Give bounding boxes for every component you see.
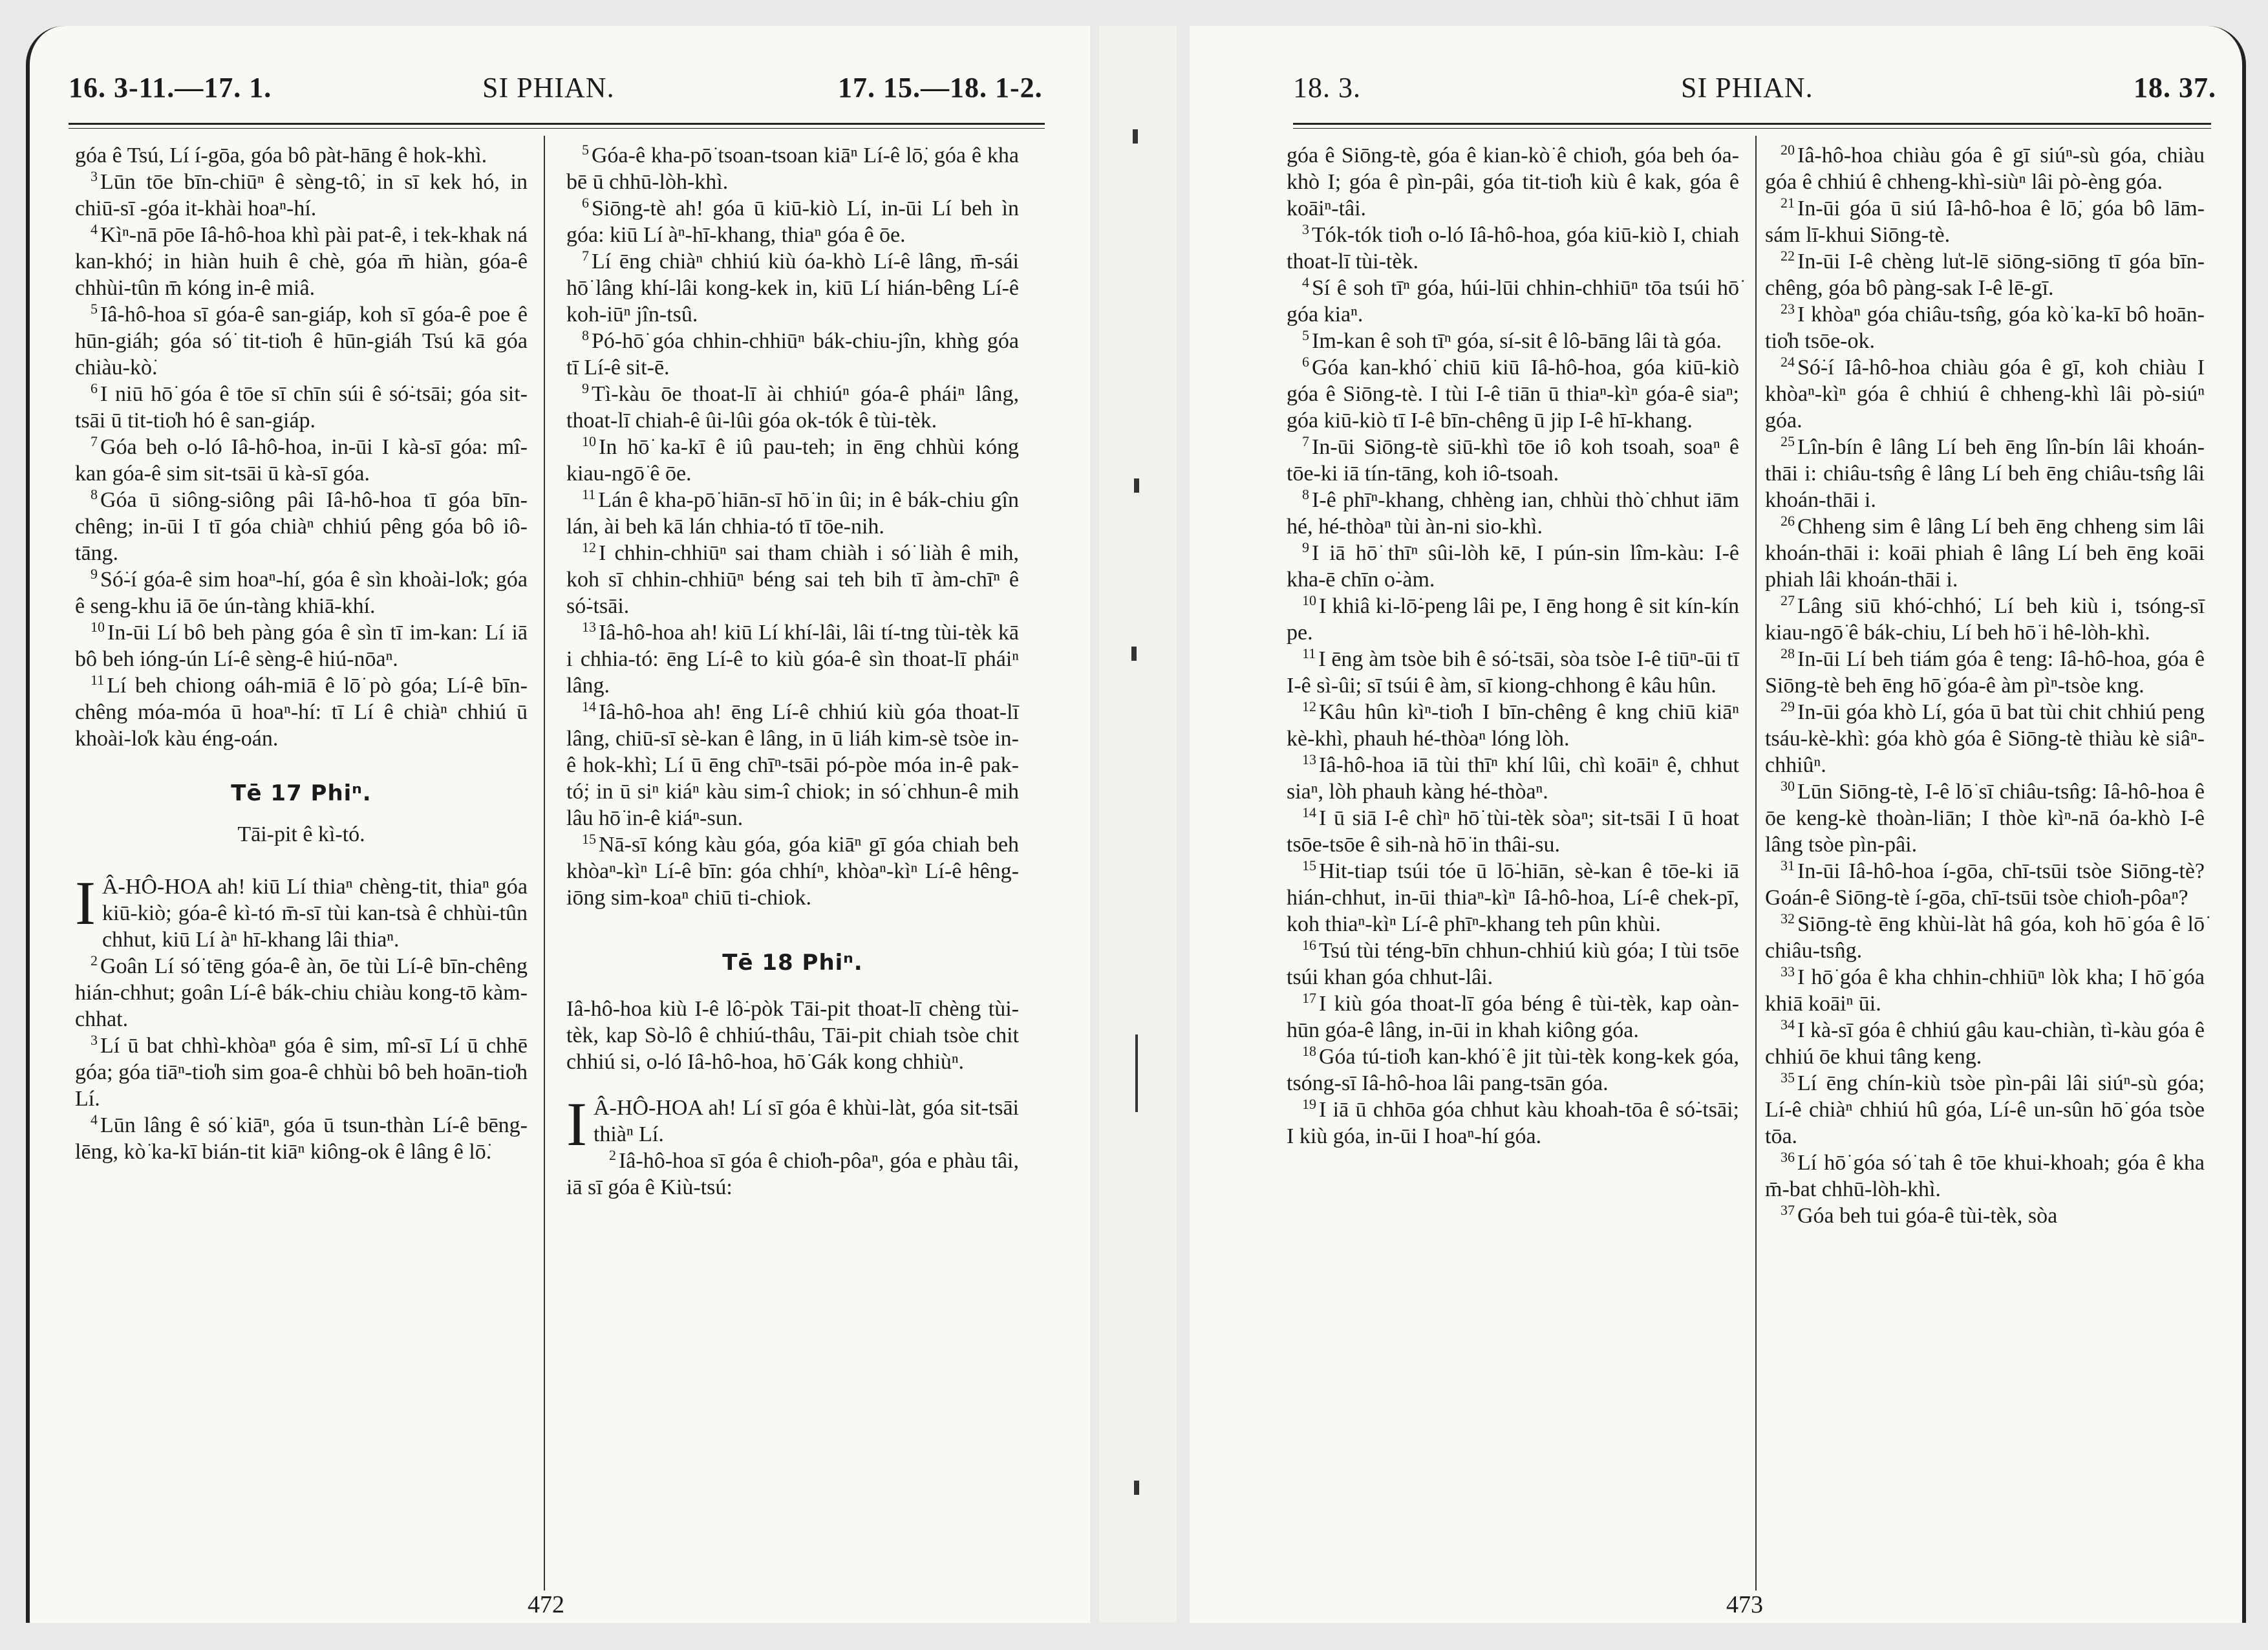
right-page-column-1 bbox=[1287, 142, 1739, 1150]
verse: $^9$ Só͘-í góa-ê sim hoaⁿ-hí, góa ê sìn khoài-lo̍k; góa ê seng-khu iā ōe ún-tàng khiā-khí. bbox=[75, 565, 528, 618]
verse-number: 10 bbox=[1302, 592, 1316, 608]
verse: $^{35}$ Lí ēng chín-kiù tsòe pìn-pâi lâi siúⁿ-sù góa; Lí-ê chiàⁿ chhiú hû góa, Lí-ê un-sûn hō͘ góa tsòe tōa. bbox=[1765, 1069, 2205, 1148]
verse: $^7$ Góa beh o-ló Iâ-hô-hoa, in-ūi I kà-sī góa: mî-kan góa-ê sim sit-tsāi ū kà-sī góa. bbox=[75, 433, 528, 486]
verse: $^{13}$ Iâ-hô-hoa ah! kiū Lí khí-lâi, lâi tí-tng tùi-tèk kā i chhia-tó: ēng Lí-ê to kiù góa-ê sìn thoat-lī pháiⁿ lâng. bbox=[566, 618, 1019, 698]
header-rule bbox=[1293, 123, 2211, 125]
verse-number: 12 bbox=[582, 539, 596, 555]
verse: $^{10}$ In-ūi Lí bô beh pàng góa ê sìn tī im-kan: Lí iā bô beh ióng-ún Lí-ê sèng-ê hiú-nōaⁿ. bbox=[75, 618, 528, 671]
verse: $^5$ Iâ-hô-hoa sī góa-ê san-giáp, koh sī góa-ê poe ê hūn-giáh; góa só͘ tit-tio̍h ê hūn-giáh Tsú kā góa chiàu-kò͘. bbox=[75, 300, 528, 380]
verse: $^{30}$ Lūn Siōng-tè, I-ê lō͘ sī chiâu-tsn̂g: Iâ-hô-hoa ê ōe keng-kè thoàn-liān; I thòe kìⁿ-nā óa-khò I-ê lâng tsòe pìn-pâi. bbox=[1765, 777, 2205, 857]
verse: $^{17}$ I kiù góa thoat-lī góa béng ê tùi-tèk, kap oàn-hūn góa-ê lâng, in-ūi in khah kiông góa. bbox=[1287, 989, 1739, 1042]
column-divider bbox=[1755, 136, 1757, 1591]
verse-number: 30 bbox=[1781, 777, 1795, 794]
verse: $^{25}$ Lîn-bín ê lâng Lí beh ēng lîn-bín lâi khoán-thāi i: chiâu-tsn̂g ê lâng Lí beh ēng chiâu-tsn̂g lâi khoán-thāi i. bbox=[1765, 433, 2205, 512]
verse-number: 26 bbox=[1781, 512, 1795, 529]
verse-number: 21 bbox=[1781, 194, 1795, 211]
verse-number: 12 bbox=[1302, 698, 1316, 714]
verse: $^{37}$ Góa beh tui góa-ê tùi-tèk, sòa bbox=[1781, 1201, 2058, 1228]
verse: $^3$ Tók-tók tio̍h o-ló Iâ-hô-hoa, góa kiū-kiò I, chiah thoat-lī tùi-tèk. bbox=[1287, 220, 1739, 273]
verse-number: 9 bbox=[91, 565, 98, 582]
left-page bbox=[26, 26, 1090, 1623]
gutter-mark bbox=[1133, 129, 1138, 144]
verse: $^9$ Tì-kàu ōe thoat-lī ài chhiúⁿ góa-ê pháiⁿ lâng, thoat-lī chiah-ê ûi-lûi góa ok-tók ê tùi-tèk. bbox=[566, 380, 1019, 433]
verse-number: 4 bbox=[91, 1111, 98, 1128]
verse: $^{21}$ In-ūi góa ū siú Iâ-hô-hoa ê lō͘, góa bô lām-sám lī-khui Siōng-tè. bbox=[1765, 194, 2205, 247]
verse: $^{19}$ I iā ū chhōa góa chhut kàu khoah-tōa ê só͘-tsāi; I kiù góa, in-ūi I hoaⁿ-hí góa. bbox=[1287, 1095, 1739, 1148]
verse: $^{14}$ Iâ-hô-hoa ah! ēng Lí-ê chhiú kiù góa thoat-lī lâng, chiū-sī sè-kan ê lâng, in ū liáh kim-sè tsòe in-ê hok-khì; Lí ū ēng chīⁿ-tsāi pó-pòe móa in-ê pak-tó͘; in ū siⁿ kiáⁿ kàu sim-î chiok; in só͘ chhun-ê mih lâu hō͘ in-ê kiáⁿ-sun. bbox=[566, 698, 1019, 830]
verse: $^8$ Pó-hō͘ góa chhin-chhiūⁿ bák-chiu-jîn, khǹg góa tī Lí-ê sit-ē. bbox=[566, 327, 1019, 380]
verse: $^8$ I-ê phīⁿ-khang, chhèng ian, chhùi thò͘ chhut iām hé, hé-thòaⁿ tùi àn-ni sio-khì. bbox=[1287, 486, 1739, 539]
verse-number: 27 bbox=[1781, 592, 1795, 608]
verse: $^{16}$ Tsú tùi téng-bīn chhun-chhiú kiù góa; I tùi tsōe tsúi khan góa chhut-lâi. bbox=[1287, 936, 1739, 989]
verse-number: 14 bbox=[582, 698, 596, 714]
verse-number: 9 bbox=[1302, 539, 1309, 555]
verse-number: 37 bbox=[1781, 1201, 1795, 1218]
verse: $^{11}$ Lán ê kha-pō͘ hiān-sī hō͘ in ûi; in ê bák-chiu gîn lán, ài beh kā lán chhia-tó tī tōe-nih. bbox=[566, 486, 1019, 539]
verse: $^9$ I iā hō͘ thīⁿ sûi-lòh kē, I pún-sin lîm-kàu: I-ê kha-ē chīn o͘-àm. bbox=[1287, 539, 1739, 592]
verse-number: 5 bbox=[582, 141, 589, 158]
verse-number: 8 bbox=[1302, 486, 1309, 502]
verse: $^{32}$ Siōng-tè ēng khùi-làt hâ góa, koh hō͘ góa ê lō͘ chiâu-tsn̂g. bbox=[1765, 910, 2205, 963]
gutter-mark bbox=[1135, 1034, 1138, 1112]
verse-number: 11 bbox=[582, 486, 596, 502]
verse: $^{13}$ Iâ-hô-hoa iā tùi thīⁿ khí lûi, chì koāiⁿ ê, chhut siaⁿ, lòh phauh kàng hé-thòaⁿ. bbox=[1287, 751, 1739, 804]
verse-number: 2 bbox=[91, 952, 98, 969]
verse-number: 35 bbox=[1781, 1069, 1795, 1086]
left-page-column-2 bbox=[566, 142, 1019, 1201]
left-page-header bbox=[69, 71, 1090, 110]
chapter-intro: Iâ-hô-hoa kiù I-ê lô͘-pòk Tāi-pit thoat-lī chèng tùi-tèk, kap Sò-lô ê chhiú-thâu, Tāi-pit chiah tsòe chit chhiú si, o-ló Iâ-hô-hoa, hō͘ Gák kong chhiùⁿ. bbox=[566, 997, 1019, 1074]
right-header-ref-left: 18. 3. bbox=[1293, 72, 1361, 103]
verse: $^7$ Lí ēng chiàⁿ chhiú kiù óa-khò Lí-ê lâng, m̄-sái hō͘ lâng khí-lâi kong-kek in, kiū Lí hián-bêng Lí-ê koh-iūⁿ jîn-tsû. bbox=[566, 247, 1019, 327]
verse: $^4$ Sí ê soh tīⁿ góa, húi-lūi chhin-chhiūⁿ tōa tsúi hō͘ góa kiaⁿ. bbox=[1287, 273, 1739, 327]
verse-text: góa ê Tsú, Lí í-gōa, góa bô pàt-hāng ê hok-khì. bbox=[75, 144, 487, 167]
verse-number: 16 bbox=[1302, 936, 1316, 953]
verse-number: 15 bbox=[1302, 857, 1316, 873]
verse-number: 33 bbox=[1781, 963, 1795, 980]
verse-number: 6 bbox=[582, 194, 589, 211]
left-header-title: SI PHIAN. bbox=[482, 72, 615, 103]
verse: $^{20}$ Iâ-hô-hoa chiàu góa ê gī siúⁿ-sù góa, chiàu góa ê chhiú ê chheng-khì-siùⁿ lâi pò-èng góa. bbox=[1765, 141, 2205, 194]
verse-number: 15 bbox=[582, 830, 596, 847]
verse: I Â-HÔ-HOA ah! kiū Lí thiaⁿ chèng-tit, thiaⁿ góa kiū-kiò; góa-ê kì-tó m̄-sī tùi kan-tsà ê chhùi-tûn chhut, kiū Lí àⁿ hī-khang lâi thiaⁿ. bbox=[75, 868, 528, 952]
verse: $^{14}$ I ū siā I-ê chìⁿ hō͘ tùi-tèk sòaⁿ; sit-tsāi I ū hoat tsōe-tsōe ê sih-nà hō͘ in thâi-su. bbox=[1287, 804, 1739, 857]
header-rule bbox=[69, 123, 1045, 125]
header-rule-thin bbox=[1293, 128, 2211, 129]
verse: $^7$ In-ūi Siōng-tè siū-khì tōe iô koh tsoah, soaⁿ ê tōe-ki iā tín-tāng, koh iô-tsoah. bbox=[1287, 433, 1739, 486]
chapter-heading-18: Tē 18 Phiⁿ. bbox=[722, 950, 863, 976]
verse-number: 28 bbox=[1781, 645, 1795, 661]
verse-number: 7 bbox=[1302, 433, 1309, 449]
verse: $^6$ I niū hō͘ góa ê tōe sī chīn súi ê só͘-tsāi; góa sit-tsāi ū tit-tio̍h hó ê san-giáp. bbox=[75, 380, 528, 433]
verse-number: 31 bbox=[1781, 857, 1795, 873]
verse-number: 10 bbox=[91, 618, 105, 635]
verse: $^{15}$ Nā-sī kóng kàu góa, góa kiāⁿ gī góa chiah beh khòaⁿ-kìⁿ Lí-ê bīn: góa chhíⁿ, khòaⁿ-kìⁿ Lí-ê hêng-iōng sim-koaⁿ chiū ti-chiok. bbox=[566, 830, 1019, 910]
verse: $^3$ Lūn tōe bīn-chiūⁿ ê sèng-tô͘, in sī kek hó, in chiū-sī -góa it-khài hoaⁿ-hí. bbox=[75, 167, 528, 220]
left-page-column-1 bbox=[75, 142, 528, 1165]
verse: $^6$ Góa kan-khó͘ chiū kiū Iâ-hô-hoa, góa kiū-kiò góa ê Siōng-tè. I tùi I-ê tiān ū thiaⁿ-kìⁿ góa-ê siaⁿ; góa kiū-kiò tī I-ê bīn-chêng ū jip I-ê hī-khang. bbox=[1287, 353, 1739, 433]
verse: $^{18}$ Góa tú-tio̍h kan-khó͘ ê jit tùi-tèk kong-kek góa, tsóng-sī Iâ-hô-hoa lâi pang-tsān góa. bbox=[1287, 1042, 1739, 1095]
verse-number: 13 bbox=[1302, 751, 1316, 767]
verse-number: 22 bbox=[1781, 247, 1795, 264]
drop-cap: I bbox=[75, 868, 96, 938]
verse-number: 4 bbox=[91, 220, 98, 237]
verse-number: 8 bbox=[91, 486, 98, 502]
verse: $^{23}$ I khòaⁿ góa chiâu-tsn̂g, góa kò͘ ka-kī bô hoān-tio̍h tsōe-ok. bbox=[1765, 300, 2205, 353]
verse: $^{11}$ I ēng àm tsòe bih ê só͘-tsāi, sòa tsòe I-ê tiūⁿ-ūi tī I-ê sì-ûi; sī tsúi ê àm, sī kiong-chhong ê kâu hûn. bbox=[1287, 645, 1739, 698]
verse-number: 18 bbox=[1302, 1042, 1316, 1059]
verse-number: 3 bbox=[91, 167, 98, 184]
verse: $^{29}$ In-ūi góa khò Lí, góa ū bat tùi chit chhiú peng tsáu-kè-khì: góa khò góa ê Siōng-tè thiàu kè siâⁿ-chhiûⁿ. bbox=[1765, 698, 2205, 777]
verse-number: 10 bbox=[582, 433, 596, 449]
verse-number: 29 bbox=[1781, 698, 1795, 714]
verse: $^2$ Iâ-hô-hoa sī góa ê chio̍h-pôaⁿ, góa e phàu tâi, iā sī góa ê Kiù-tsú: bbox=[566, 1146, 1019, 1199]
page-number: 472 bbox=[528, 1591, 564, 1618]
verse: $^{31}$ In-ūi Iâ-hô-hoa í-gōa, chī-tsūi tsòe Siōng-tè? Goán-ê Siōng-tè í-gōa, chī-tsūi tsòe chio̍h-pôaⁿ? bbox=[1765, 857, 2205, 910]
verse: $^5$ Im-kan ê soh tīⁿ góa, sí-sit ê lô-bāng lâi tà góa. bbox=[1302, 327, 1722, 353]
verse: $^{12}$ I chhin-chhiūⁿ sai tham chiàh i só͘ liàh ê mih, koh sī chhin-chhiūⁿ béng sai teh bih tī àm-chīⁿ ê só͘-tsāi. bbox=[566, 539, 1019, 618]
verse: $^{10}$ In hō͘ ka-kī ê iû pau-teh; in ēng chhùi kóng kiau-ngō͘ ê ōe. bbox=[566, 433, 1019, 486]
book-gutter bbox=[1099, 26, 1177, 1623]
verse: $^{10}$ I khiâ ki-lō͘-peng lâi pe, I ēng hong ê sit kín-kín pe. bbox=[1287, 592, 1739, 645]
verse: $^8$ Góa ū siông-siông pâi Iâ-hô-hoa tī góa bīn-chêng; in-ūi I tī góa chiàⁿ chhiú pêng góa bô iô-tāng. bbox=[75, 486, 528, 565]
verse-number: 32 bbox=[1781, 910, 1795, 927]
column-divider bbox=[544, 136, 545, 1591]
verse-number: 14 bbox=[1302, 804, 1316, 820]
verse: $^{36}$ Lí hō͘ góa só͘ tah ê tōe khui-khoah; góa ê kha m̄-bat chhū-lòh-khì. bbox=[1765, 1148, 2205, 1201]
verse: $^{28}$ In-ūi Lí beh tiám góa ê teng: Iâ-hô-hoa, góa ê Siōng-tè beh ēng hō͘ góa-ê àm pìⁿ-tsòe kng. bbox=[1765, 645, 2205, 698]
verse-number: 9 bbox=[582, 380, 589, 396]
verse: $^4$ Lūn lâng ê só͘ kiāⁿ, góa ū tsun-thàn Lí-ê bēng-lēng, kò͘ ka-kī bián-tit kiāⁿ kiông-ok ê lâng ê lō͘. bbox=[75, 1111, 528, 1164]
verse-number: 5 bbox=[91, 300, 98, 317]
verse-number: 6 bbox=[1302, 353, 1309, 370]
verse-number: 7 bbox=[91, 433, 98, 449]
verse: $^{12}$ Kâu hûn kìⁿ-tio̍h I bīn-chêng ê kng chiū kiāⁿ kè-khì, phauh hé-thòaⁿ lóng lòh. bbox=[1287, 698, 1739, 751]
scan-margin bbox=[0, 0, 26, 1650]
verse: $^{22}$ In-ūi I-ê chèng lu̍t-lē siōng-siōng tī góa bīn-chêng, góa bô pàng-sak I-ê lē-gī. bbox=[1765, 247, 2205, 300]
verse: $^3$ Lí ū bat chhì-khòaⁿ góa ê sim, mî-sī Lí ū chhē góa; góa tiāⁿ-tio̍h sim goa-ê chhùi bô beh hoān-tio̍h Lí. bbox=[75, 1031, 528, 1111]
left-header-ref-right: 17. 15.—18. 1-2. bbox=[838, 72, 1043, 103]
verse-text: góa ê Siōng-tè, góa ê kian-kò͘ ê chio̍h, góa beh óa-khò I; góa ê pìn-pâi, góa tit-tio̍h kiù ê kak, góa ê koāiⁿ-tâi. bbox=[1287, 144, 1739, 220]
verse-number: 3 bbox=[1302, 220, 1309, 237]
verse: $^{27}$ Lâng siū khó͘-chhó͘, Lí beh kiù i, tsóng-sī kiau-ngō͘ ê bák-chiu, Lí beh hō͘ i hê-lòh-khì. bbox=[1765, 592, 2205, 645]
right-header-title: SI PHIAN. bbox=[1681, 72, 1813, 103]
verse-number: 5 bbox=[1302, 327, 1309, 343]
verse-number: 19 bbox=[1302, 1095, 1316, 1112]
verse: $^5$ Góa-ê kha-pō͘ tsoan-tsoan kiāⁿ Lí-ê lō͘, góa ê kha bē ū chhū-lòh-khì. bbox=[566, 141, 1019, 194]
page-number: 473 bbox=[1726, 1591, 1763, 1618]
drop-cap: I bbox=[566, 1089, 587, 1159]
verse-number: 4 bbox=[1302, 273, 1309, 290]
verse-number: 23 bbox=[1781, 300, 1795, 317]
verse-number: 11 bbox=[1302, 645, 1316, 661]
verse-number: 17 bbox=[1302, 989, 1316, 1006]
right-header-ref-right: 18. 37. bbox=[2134, 72, 2216, 103]
right-page bbox=[1190, 26, 2246, 1623]
header-rule-thin bbox=[69, 128, 1045, 129]
verse: $^6$ Siōng-tè ah! góa ū kiū-kiò Lí, in-ūi Lí beh ìn góa: kiū Lí àⁿ-hī-khang, thiaⁿ góa ê ōe. bbox=[566, 194, 1019, 247]
verse: $^4$ Kìⁿ-nā pōe Iâ-hô-hoa khì pài pat-ê, i tek-khak ná kan-khó͘; in hiàn huih ê chè, góa m̄ hiàn, góa-ê chhùi-tûn m̄ kóng in-ê miâ. bbox=[75, 220, 528, 300]
verse-number: 25 bbox=[1781, 433, 1795, 449]
gutter-mark bbox=[1134, 478, 1139, 493]
verse: $^{24}$ Só͘-í Iâ-hô-hoa chiàu góa ê gī, koh chiàu I khòaⁿ-kìⁿ góa ê chhiú ê chheng-khì lâi pò-siúⁿ góa. bbox=[1765, 353, 2205, 433]
verse: $^2$ Goân Lí só͘ tēng góa-ê àn, ōe tùi Lí-ê bīn-chêng hián-chhut; goân Lí-ê bák-chiu chiàu kong-tō kàm-chhat. bbox=[75, 952, 528, 1031]
verse: $^{15}$ Hit-tiap tsúi tóe ū lō͘-hiān, sè-kan ê tōe-ki iā hián-chhut, in-ūi thiaⁿ-kìⁿ Iâ-hô-hoa, Lí-ê chek-pī, koh thiaⁿ-kìⁿ Lí-ê phīⁿ-khang teh pûn khùi. bbox=[1287, 857, 1739, 936]
chapter-heading-17: Tē 17 Phiⁿ. bbox=[231, 780, 372, 806]
left-header-ref-left: 16. 3-11.—17. 1. bbox=[69, 72, 272, 103]
verse: $^{33}$ I hō͘ góa ê kha chhin-chhiūⁿ lòk kha; I hō͘ góa khiā koāiⁿ ūi. bbox=[1765, 963, 2205, 1016]
verse-number: 11 bbox=[91, 671, 105, 688]
verse-number: 20 bbox=[1781, 141, 1795, 158]
verse-number: 34 bbox=[1781, 1016, 1795, 1033]
verse-number: 3 bbox=[91, 1031, 98, 1048]
gutter-mark bbox=[1134, 1481, 1139, 1495]
verse-number: 13 bbox=[582, 618, 596, 635]
verse: $^{26}$ Chheng sim ê lâng Lí beh ēng chheng sim lâi khoán-thāi i: koāi phiah ê lâng Lí beh ēng koāi phiah lâi khoán-thāi i. bbox=[1765, 512, 2205, 592]
verse-number: 24 bbox=[1781, 353, 1795, 370]
verse-number: 7 bbox=[582, 247, 589, 264]
right-page-header bbox=[1293, 71, 2224, 110]
verse: $^{34}$ I kà-sī góa ê chhiú gâu kau-chiàn, tì-kàu góa ê chhiú ōe khui tâng keng. bbox=[1765, 1016, 2205, 1069]
verse: $^{11}$ Lí beh chiong oáh-miā ê lō͘ pò góa; Lí-ê bīn-chêng móa-móa ū hoaⁿ-hí: tī Lí ê chiàⁿ chhiú ū khoài-lo̍k kàu éng-oán. bbox=[75, 671, 528, 751]
gutter-mark bbox=[1131, 647, 1137, 661]
right-page-column-2 bbox=[1765, 142, 2205, 1229]
verse-number: 6 bbox=[91, 380, 98, 396]
verse-number: 2 bbox=[608, 1146, 616, 1163]
verse-number: 8 bbox=[582, 327, 589, 343]
verse: I Â-HÔ-HOA ah! Lí sī góa ê khùi-làt, góa sit-tsāi thiàⁿ Lí. bbox=[566, 1089, 1019, 1159]
chapter-subtitle: Tāi-pit ê kì-tó. bbox=[237, 822, 365, 846]
verse-number: 36 bbox=[1781, 1148, 1795, 1165]
